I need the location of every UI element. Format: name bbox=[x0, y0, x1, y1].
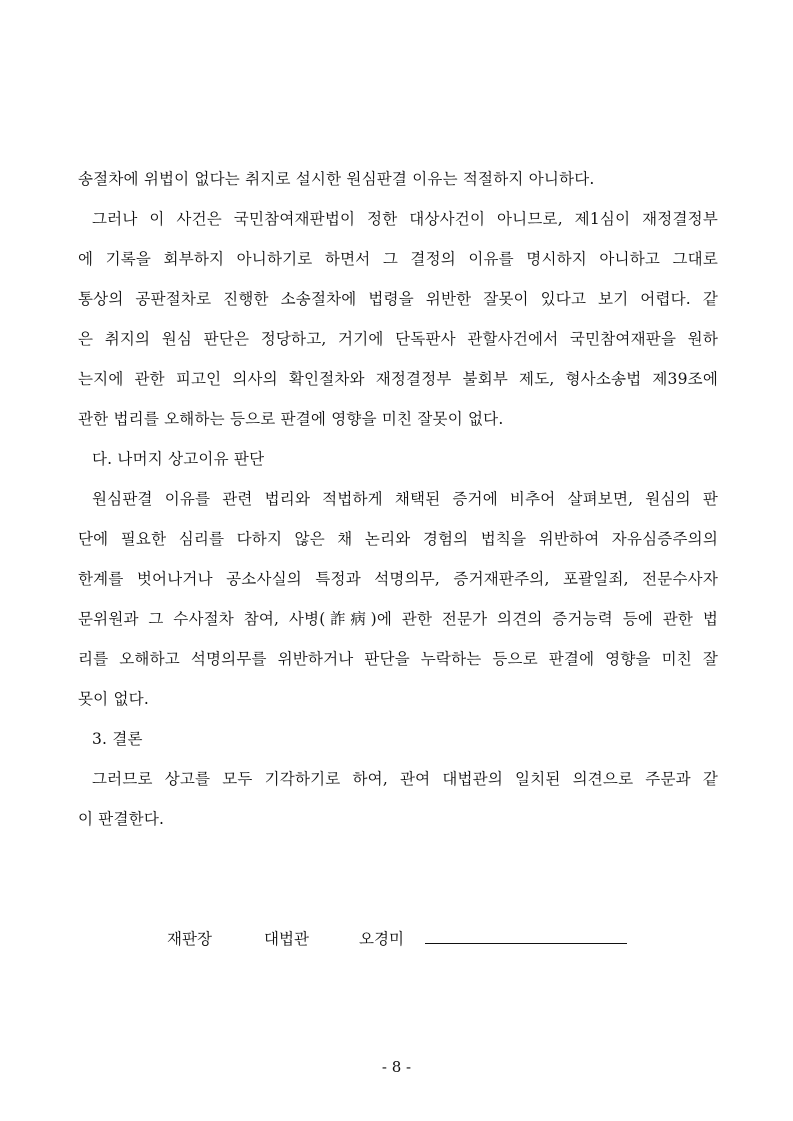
body-text-line: 그러나 이 사건은 국민참여재판법이 정한 대상사건이 아니므로, 제1심이 재정결정부 bbox=[92, 210, 718, 228]
signature-line bbox=[425, 943, 627, 944]
body-text-line: 문위원과 그 수사절차 참여, 사병(詐病)에 관한 전문가 의견의 증거능력 등에 관한 법 bbox=[78, 610, 718, 628]
section-heading: 3. 결론 bbox=[92, 730, 143, 748]
body-text-line: 리를 오해하고 석명의무를 위반하거나 판단을 누락하는 등으로 판결에 영향을 미친 잘 bbox=[78, 650, 718, 668]
signature-name: 오경미 bbox=[359, 930, 404, 948]
body-text-line: 송절차에 위법이 없다는 취지로 설시한 원심판결 이유는 적절하지 아니하다. bbox=[78, 170, 595, 188]
body-text-line: 이 판결한다. bbox=[78, 810, 165, 828]
body-text-line: 한계를 벗어나거나 공소사실의 특정과 석명의무, 증거재판주의, 포괄일죄, 전문수사자 bbox=[78, 570, 718, 588]
signature-title: 대법관 bbox=[264, 930, 309, 948]
body-text-line: 못이 없다. bbox=[78, 690, 149, 708]
signature-role: 재판장 bbox=[167, 930, 212, 948]
section-heading: 다. 나머지 상고이유 판단 bbox=[92, 450, 265, 468]
body-text-line: 단에 필요한 심리를 다하지 않은 채 논리와 경험의 법칙을 위반하여 자유심증주의의 bbox=[78, 530, 718, 548]
body-text-line: 그러므로 상고를 모두 기각하기로 하여, 관여 대법관의 일치된 의견으로 주문과 같 bbox=[92, 770, 718, 788]
body-text-line: 은 취지의 원심 판단은 정당하고, 거기에 단독판사 관할사건에서 국민참여재판을 원하 bbox=[78, 330, 718, 348]
body-text-line: 통상의 공판절차로 진행한 소송절차에 법령을 위반한 잘못이 있다고 보기 어렵다. 같 bbox=[78, 290, 718, 308]
body-text-line: 원심판결 이유를 관련 법리와 적법하게 채택된 증거에 비추어 살펴보면, 원심의 판 bbox=[92, 490, 718, 508]
body-text-line: 는지에 관한 피고인 의사의 확인절차와 재정결정부 불회부 제도, 형사소송법 제39조에 bbox=[78, 370, 718, 388]
page-number: - 8 - bbox=[381, 1058, 412, 1076]
body-text-line: 관한 법리를 오해하는 등으로 판결에 영향을 미친 잘못이 없다. bbox=[78, 410, 504, 428]
body-text-line: 에 기록을 회부하지 아니하기로 하면서 그 결정의 이유를 명시하지 아니하고 그대로 bbox=[78, 250, 718, 268]
